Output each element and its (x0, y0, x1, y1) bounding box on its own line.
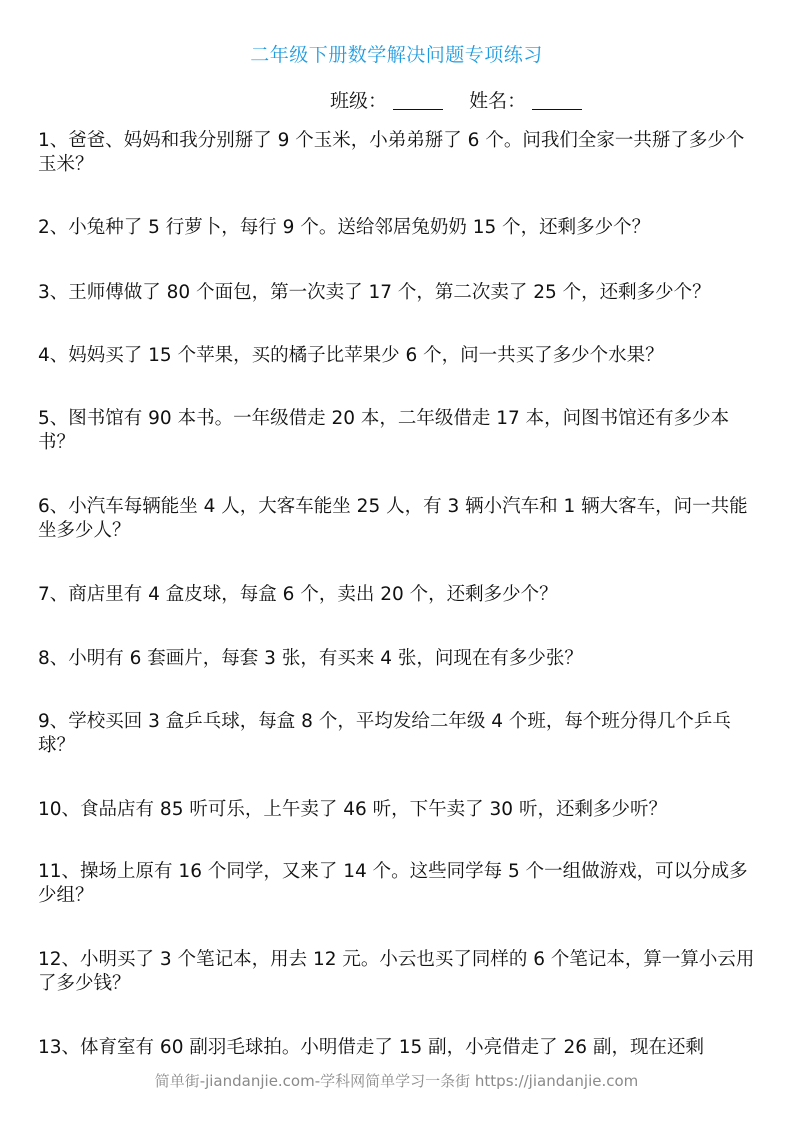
footer-watermark: 简单街-jiandanjie.com-学科网简单学习一条街 https://jiandanjie.com (154, 1072, 639, 1090)
question-3: 3、王师傅做了 80 个面包，第一次卖了 17 个，第二次卖了 25 个，还剩多少个？ (38, 282, 711, 303)
question-2: 2、小兔种了 5 行萝卜，每行 9 个。送给邻居兔奶奶 15 个，还剩多少个？ (38, 217, 651, 238)
question-4: 4、妈妈买了 15 个苹果，买的橘子比苹果少 6 个，问一共买了多少个水果？ (38, 345, 664, 366)
name-blank (532, 91, 582, 110)
question-13: 13、体育室有 60 副羽毛球拍。小明借走了 15 副，小亮借走了 26 副，现在还剩 (38, 1037, 704, 1058)
question-9: 9、学校买回 3 盒乒乓球，每盒 8 个，平均发给二年级 4 个班，每个班分得几个乒乓球？ (38, 711, 731, 756)
question-10: 10、食品店有 85 听可乐，上午卖了 46 听，下午卖了 30 听，还剩多少听？ (38, 799, 667, 820)
question-12: 12、小明买了 3 个笔记本，用去 12 元。小云也买了同样的 6 个笔记本，算一算小云用了多少钱？ (38, 949, 755, 994)
student-info (330, 86, 590, 113)
class-label: 班级： (330, 90, 388, 112)
class-blank (393, 91, 443, 110)
question-6: 6、小汽车每辆能坐 4 人，大客车能坐 25 人，有 3 辆小汽车和 1 辆大客车，问一共能坐多少人？ (38, 496, 748, 541)
page-title: 二年级下册数学解决问题专项练习 (250, 44, 543, 66)
question-7: 7、商店里有 4 盒皮球，每盒 6 个，卖出 20 个，还剩多少个？ (38, 584, 558, 605)
question-1: 1、爸爸、妈妈和我分别掰了 9 个玉米，小弟弟掰了 6 个。问我们全家一共掰了多少个玉米？ (38, 130, 745, 175)
question-8: 8、小明有 6 套画片，每套 3 张，有买来 4 张，问现在有多少张？ (38, 648, 583, 669)
question-5: 5、图书馆有 90 本书。一年级借走 20 本，二年级借走 17 本，问图书馆还有多少本书？ (38, 408, 730, 453)
name-label: 姓名： (469, 90, 527, 112)
question-11: 11、操场上原有 16 个同学，又来了 14 个。这些同学每 5 个一组做游戏，可以分成多少组？ (38, 861, 748, 906)
